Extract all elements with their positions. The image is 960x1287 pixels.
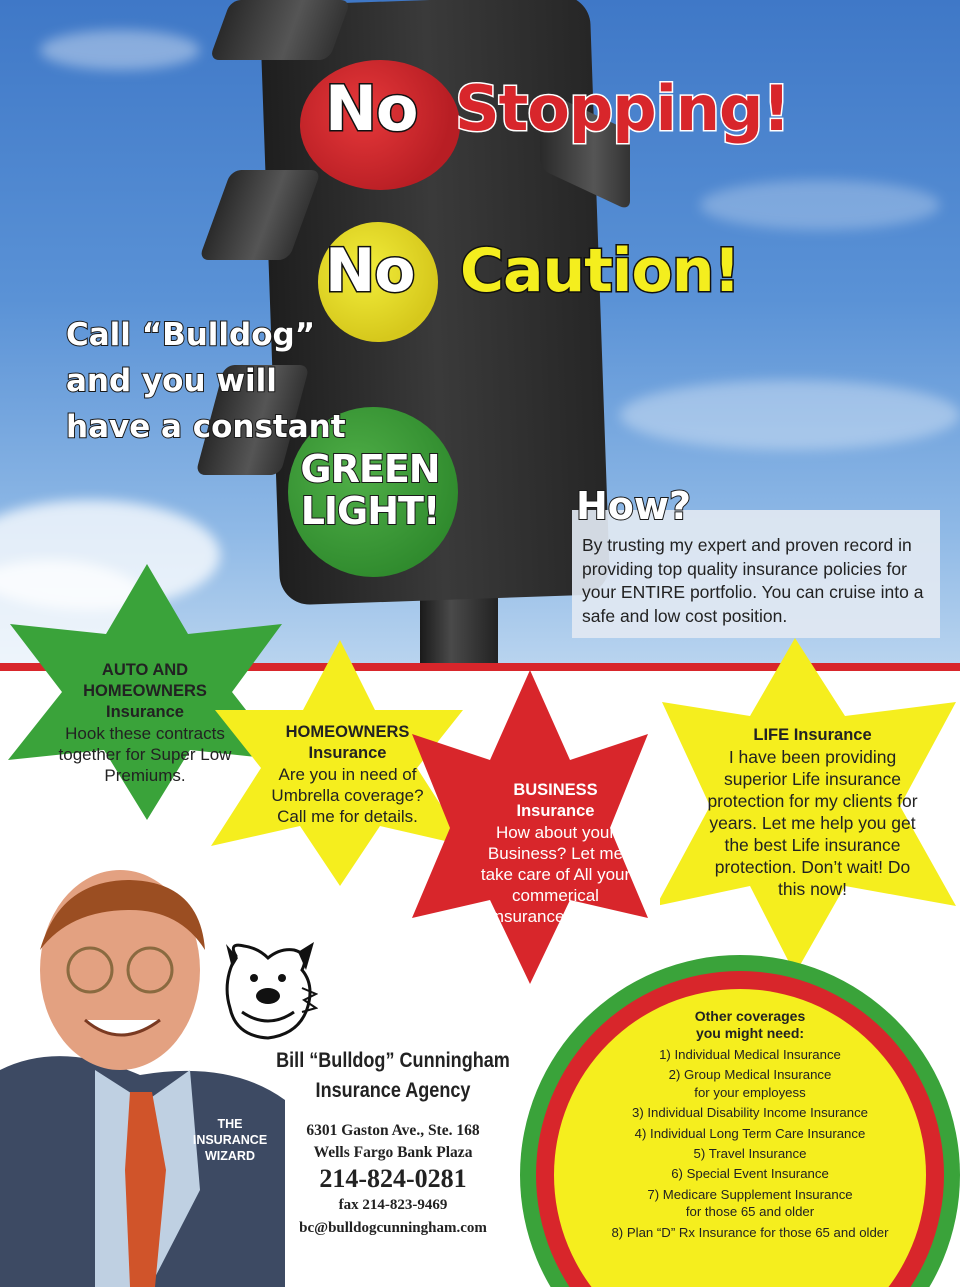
green-line-2: LIGHT! (300, 489, 440, 533)
coverage-list (585, 1008, 915, 1241)
star-life-text (700, 724, 925, 900)
star-life-title: LIFE Insurance (753, 726, 872, 744)
coverage-title-1: Other coverages (694, 1008, 806, 1024)
heading-no-caution: No (325, 236, 415, 306)
call-bulldog-text (66, 312, 396, 450)
heading-caution: Caution! (460, 236, 740, 306)
coverage-item: 8) Plan “D” Rx Insurance for those 65 and older (611, 1224, 889, 1240)
heading-stopping: Stopping! (455, 72, 790, 145)
agency-address-1: 6301 Gaston Ave., Ste. 168 (306, 1122, 480, 1139)
call-line-1: Call “Bulldog” (66, 317, 316, 353)
coverage-item: 4) Individual Long Term Care Insurance (634, 1125, 866, 1141)
coverage-item: 5) Travel Insurance (693, 1146, 807, 1162)
agent-photo (0, 870, 285, 1287)
coverage-item: 3) Individual Disability Income Insurance (631, 1105, 869, 1121)
agency-name-line-1: Bill “Bulldog” Cunningham (276, 1049, 510, 1072)
wizard-line-1: THE (217, 1117, 243, 1131)
star-life-body: I have been providing superior Life insurance protection for my clients for years. Let me help you get the best Life insurance protection. Don’t wait! Do this now! (707, 747, 918, 899)
star-auto-body: Hook these contracts together for Super Low Premiums. (58, 724, 232, 785)
how-body: By trusting my expert and proven record in providing top quality insurance policies for your ENTIRE portfolio. You can cruise into a safe and low cost position. (582, 535, 924, 626)
agency-info (248, 1046, 538, 1240)
star-homeowners-body: Are you in need of Umbrella coverage? Call me for details. (271, 765, 424, 826)
coverage-item-continued: for your employess (694, 1084, 806, 1100)
coverage-title-2: you might need: (695, 1025, 805, 1041)
how-box (572, 510, 940, 638)
coverage-item-continued: for those 65 and older (685, 1204, 815, 1220)
agency-address-2: Wells Fargo Bank Plaza (313, 1144, 473, 1161)
green-light-text (290, 448, 450, 532)
visor-top (209, 0, 351, 60)
heading-no-stop: No (325, 72, 418, 145)
wizard-line-2: INSURANCE (192, 1133, 268, 1147)
star-auto-title: AUTO AND HOMEOWNERS Insurance (83, 661, 207, 721)
agency-phone[interactable]: 214-824-0281 (319, 1164, 467, 1193)
coverage-item: 6) Special Event Insurance (671, 1166, 829, 1182)
agency-fax: fax 214-823-9469 (338, 1197, 448, 1213)
call-line-2: and you will (66, 363, 277, 399)
coverage-item: 2) Group Medical Insurance (668, 1067, 832, 1083)
call-line-3: have a constant (66, 409, 346, 445)
star-homeowners-title: HOMEOWNERS Insurance (285, 723, 410, 762)
how-title: How? (576, 484, 692, 528)
green-line-1: GREEN (300, 447, 440, 491)
coverage-item: 1) Individual Medical Insurance (659, 1047, 841, 1062)
star-business-body: How about your Business? Let me take care of All your commerical insurance needs. (480, 823, 631, 926)
wizard-line-3: WIZARD (205, 1149, 255, 1163)
coverage-item: 7) Medicare Supplement Insurance (647, 1186, 853, 1202)
star-business-title: BUSINESS Insurance (513, 781, 598, 820)
agency-email[interactable]: bc@bulldogcunningham.com (299, 1220, 487, 1236)
bulldog-logo (218, 938, 318, 1042)
star-business-text (478, 780, 633, 927)
agency-name-line-2: Insurance Agency (315, 1079, 471, 1102)
